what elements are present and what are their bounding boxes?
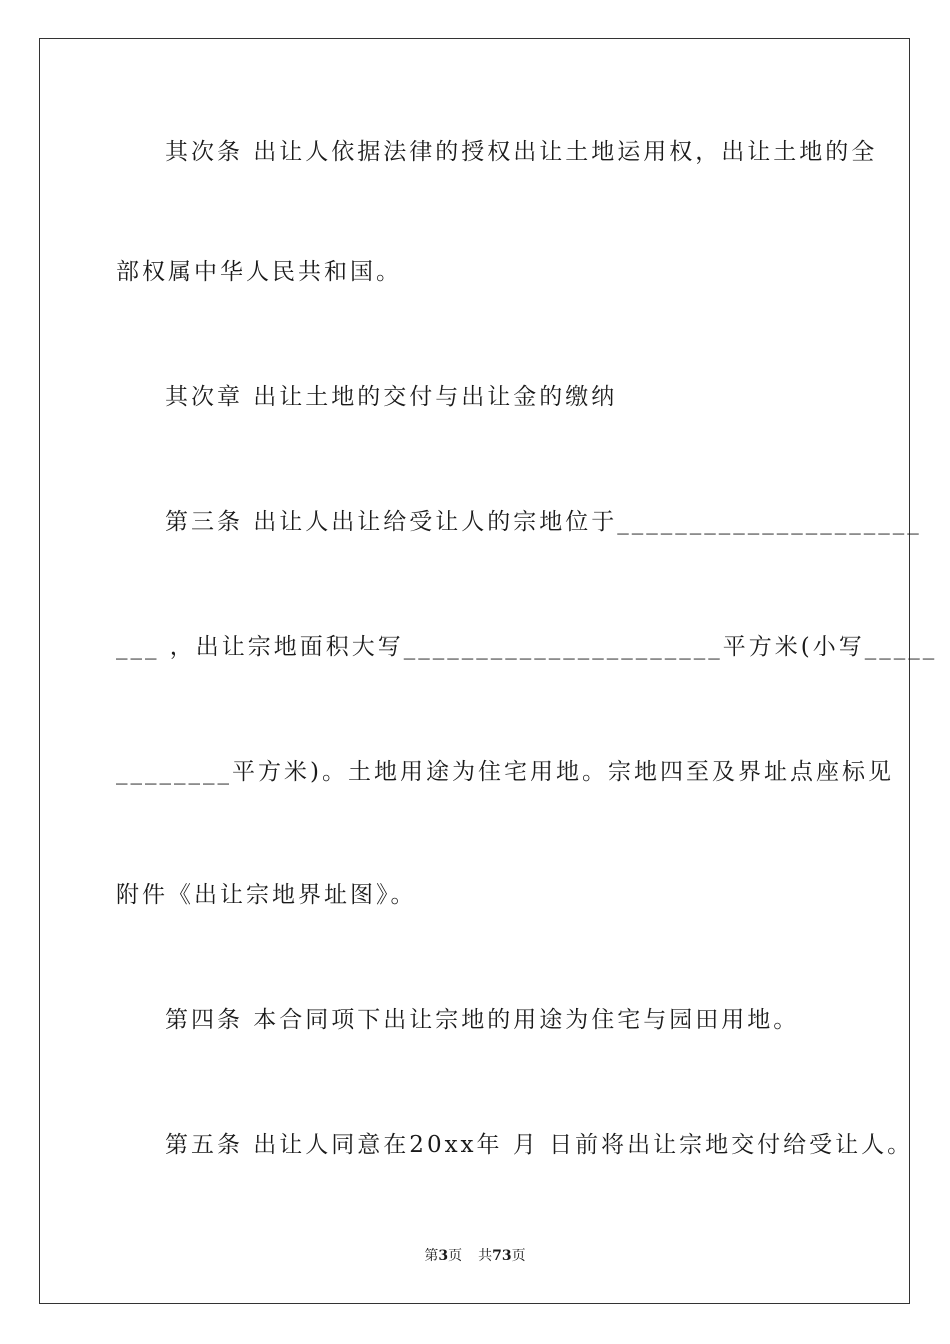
page-border	[39, 38, 938, 1304]
chapter-heading: 其次章 出让土地的交付与出让金的缴纳	[165, 384, 618, 410]
paragraph-line-3: 第三条 出让人出让给受让人的宗地位于_____________________	[165, 509, 922, 535]
paragraph-line-1: 其次条 出让人依据法律的授权出让土地运用权，出让土地的全	[165, 139, 878, 165]
paragraph-line-4: ___ ，出让宗地面积大写______________________平方米(小写_____	[116, 634, 938, 660]
paragraph-line-5: ________平方米)。土地用途为住宅用地。宗地四至及界址点座标见	[116, 759, 894, 785]
page-footer	[0, 1246, 950, 1266]
footer-page-suffix: 页	[448, 1248, 463, 1264]
paragraph-line-7: 第四条 本合同项下出让宗地的用途为住宅与园田用地。	[165, 1007, 800, 1033]
footer-page-number: 3	[438, 1248, 449, 1264]
paragraph-line-6: 附件《出让宗地界址图》。	[116, 882, 417, 908]
paragraph-line-2: 部权属中华人民共和国。	[116, 259, 402, 285]
footer-total-pages: 73	[492, 1248, 512, 1264]
footer-total-prefix: 共	[478, 1248, 493, 1264]
paragraph-line-8: 第五条 出让人同意在20xx年 月 日前将出让宗地交付给受让人。	[165, 1132, 914, 1158]
footer-page-prefix: 第	[424, 1248, 439, 1264]
footer-total-suffix: 页	[511, 1248, 526, 1264]
